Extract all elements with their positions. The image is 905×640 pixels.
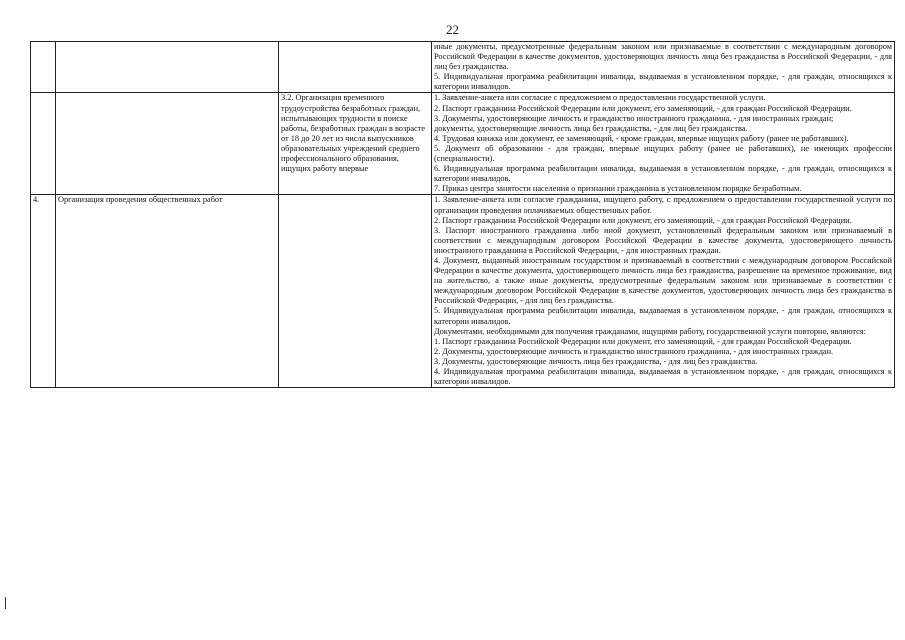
document-item: 7. Приказ центра занятости населения о признании гражданина в установленном порядке безработным. [434,184,802,194]
document-item: 4. Документ, выданный иностранным государством и признаваемый в соответствии с международным договором Российской Федерации в качестве документа, удостоверяющего личность лица без гражданства, разрешение на временное проживание, вид на жительство, а также иные документы, предусмотренные федеральным законом или признаваемые в соответствии с международным договором Российской Федерации в качестве документов, удостоверяющих личность лица без гражданства в Российской Федерации, - для лиц без гражданства. [434,255,892,306]
subservice-cell: 3.2. Организация временного трудоустройства безработных граждан, испытывающих трудности в поиске работы, безработных граждан в возрасте от 18 до 20 лет из числа выпускников образовательных учреждений среднего профессионального образования, ищущих работу впервые [279,93,432,195]
document-item: 6. Индивидуальная программа реабилитации инвалида, выдаваемая в установленном порядке, - для граждан, относящихся к категории инвалидов. [434,164,892,184]
document-item: 4. Трудовая книжка или документ, ее заменяющий, - кроме граждан, впервые ищущих работу (ранее не работавших). [434,133,849,143]
document-item: 5. Индивидуальная программа реабилитации инвалида, выдаваемая в установленном порядке, - для граждан, относящихся к категории инвалидов. [434,306,892,326]
required-documents-cell [432,42,895,93]
document-item: иные документы, предусмотренные федеральным законом или признаваемые в соответствии с международным договором Российской Федерации в качестве документов, удостоверяющих личность лица без гражданства в Российской Федерации, - для лиц без гражданства. [434,42,892,72]
margin-mark [5,597,6,609]
document-item: 1. Заявление-анкета или согласие с предложением о предоставлении государственной услуги. [434,93,766,103]
table-row [31,93,895,195]
documents-table [30,41,895,388]
table-row [31,42,895,93]
document-item: 1. Паспорт гражданина Российской Федерации или документ, его заменяющий, - для граждан Российской Федерации. [434,336,852,346]
document-item: 1. Заявление-анкета или согласие гражданина, ищущего работу, с предложением о предоставлении государственной услуги по организации проведения оплачиваемых общественных работ. [434,195,892,215]
document-item: 3. Документы, удостоверяющие личность и гражданство иностранного гражданина, - для иностранных граждан; [434,113,834,123]
service-name-cell [56,42,279,93]
document-item: 5. Индивидуальная программа реабилитации инвалида, выдаваемая в установленном порядке, - для граждан, относящихся к категории инвалидов. [434,72,892,92]
document-item: 2. Паспорт гражданина Российской Федерации или документ, его заменяющий, - для граждан Российской Федерации. [434,215,852,225]
row-number-cell: 4. [31,195,56,388]
table-row [31,195,895,388]
document-item: 2. Документы, удостоверяющие личность и гражданство иностранного гражданина, - для иностранных граждан. [434,346,834,356]
required-documents-cell [432,93,895,195]
service-name-cell: Организация проведения общественных работ [56,195,279,388]
subservice-cell [279,195,432,388]
document-item: 3. Документы, удостоверяющие личность лица без гражданства, - для лиц без гражданства. [434,356,758,366]
service-name-cell [56,93,279,195]
document-item: 5. Документ об образовании - для граждан, впервые ищущих работу (ранее не работавших), не имеющих профессии (специальности). [434,143,892,164]
required-documents-cell [432,195,895,388]
document-item: Документами, необходимыми для получения гражданами, ищущими работу, государственной услуги повторно, являются: [434,326,866,336]
document-item: документы, удостоверяющие личность лица без гражданства, - для лиц без гражданства. [434,123,748,133]
document-item: 2. Паспорт гражданина Российской Федерации или документ, его заменяющий, - для граждан Российской Федерации. [434,103,852,113]
row-number-cell [31,42,56,93]
subservice-cell [279,42,432,93]
document-item: 4. Индивидуальная программа реабилитации инвалида, выдаваемая в установленном порядке, - для граждан, относящихся к категории инвалидов. [434,367,892,387]
page-number: 22 [446,22,459,37]
document-item: 3. Паспорт иностранного гражданина либо иной документ, установленный федеральным законом или признаваемый в соответствии с международным договором Российской Федерации в качестве документа, удостоверяющего личность иностранного гражданина в Российской Федерации, - для иностранных граждан. [434,225,892,255]
row-number-cell [31,93,56,195]
